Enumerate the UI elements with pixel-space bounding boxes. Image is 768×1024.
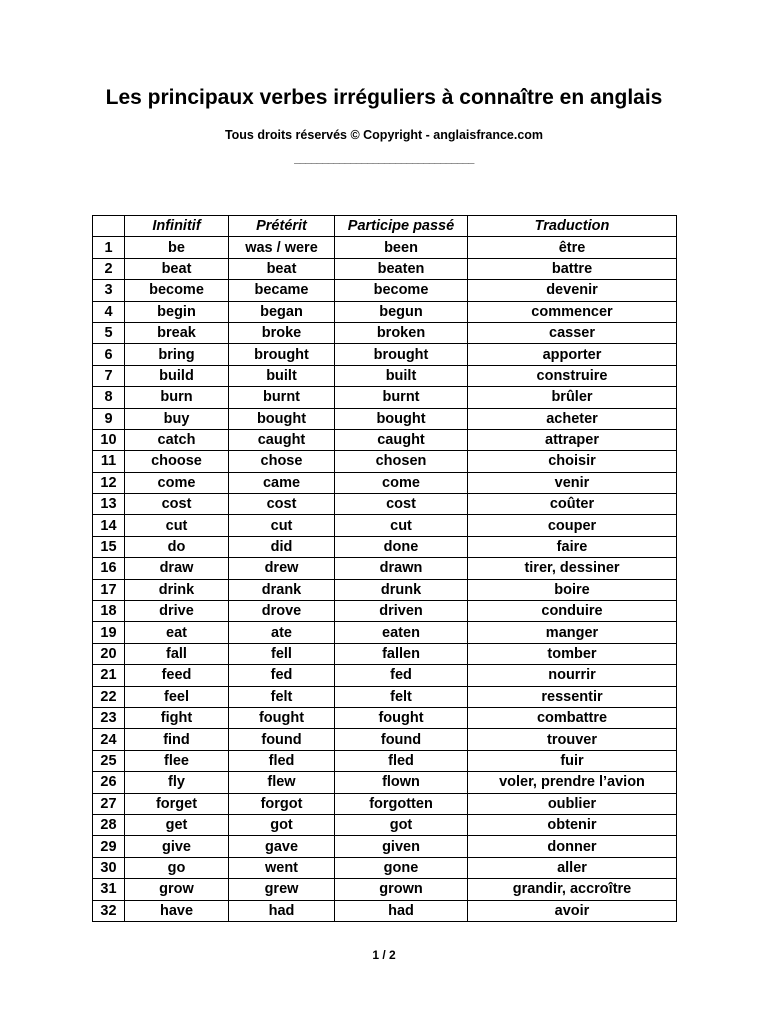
table-row — [93, 857, 677, 878]
table-row — [93, 622, 677, 643]
translation-cell: ressentir — [468, 686, 677, 707]
translation-cell: acheter — [468, 408, 677, 429]
past-participle-cell: given — [335, 836, 468, 857]
past-participle-cell: come — [335, 472, 468, 493]
preterite-cell: built — [229, 365, 335, 386]
row-number: 8 — [93, 387, 125, 408]
preterite-cell: bought — [229, 408, 335, 429]
preterite-cell: brought — [229, 344, 335, 365]
infinitive-cell: eat — [125, 622, 229, 643]
table-row — [93, 729, 677, 750]
past-participle-cell: forgotten — [335, 793, 468, 814]
past-participle-cell: broken — [335, 322, 468, 343]
past-participle-cell: found — [335, 729, 468, 750]
preterite-cell: went — [229, 857, 335, 878]
page-title: Les principaux verbes irréguliers à connaître en anglais — [105, 86, 663, 109]
header-infinitive: Infinitif — [125, 216, 229, 237]
past-participle-cell: cut — [335, 515, 468, 536]
table-row — [93, 515, 677, 536]
past-participle-cell: beaten — [335, 258, 468, 279]
infinitive-cell: draw — [125, 558, 229, 579]
past-participle-cell: bought — [335, 408, 468, 429]
past-participle-cell: fled — [335, 750, 468, 771]
table-row — [93, 900, 677, 921]
table-row — [93, 836, 677, 857]
row-number: 18 — [93, 601, 125, 622]
row-number: 3 — [93, 280, 125, 301]
translation-cell: attraper — [468, 429, 677, 450]
infinitive-cell: fly — [125, 772, 229, 793]
preterite-cell: had — [229, 900, 335, 921]
table-row — [93, 793, 677, 814]
row-number: 4 — [93, 301, 125, 322]
irregular-verbs-table — [92, 215, 677, 922]
preterite-cell: chose — [229, 451, 335, 472]
past-participle-cell: flown — [335, 772, 468, 793]
past-participle-cell: burnt — [335, 387, 468, 408]
infinitive-cell: have — [125, 900, 229, 921]
infinitive-cell: do — [125, 536, 229, 557]
past-participle-cell: chosen — [335, 451, 468, 472]
infinitive-cell: break — [125, 322, 229, 343]
row-number: 11 — [93, 451, 125, 472]
table-row — [93, 280, 677, 301]
past-participle-cell: drawn — [335, 558, 468, 579]
table-row — [93, 643, 677, 664]
preterite-cell: drank — [229, 579, 335, 600]
table-row — [93, 258, 677, 279]
translation-cell: couper — [468, 515, 677, 536]
table-row — [93, 301, 677, 322]
translation-cell: boire — [468, 579, 677, 600]
row-number: 6 — [93, 344, 125, 365]
infinitive-cell: buy — [125, 408, 229, 429]
infinitive-cell: catch — [125, 429, 229, 450]
past-participle-cell: grown — [335, 879, 468, 900]
translation-cell: tirer, dessiner — [468, 558, 677, 579]
translation-cell: conduire — [468, 601, 677, 622]
row-number: 24 — [93, 729, 125, 750]
infinitive-cell: feed — [125, 665, 229, 686]
infinitive-cell: build — [125, 365, 229, 386]
header-number — [93, 216, 125, 237]
table-row — [93, 665, 677, 686]
row-number: 10 — [93, 429, 125, 450]
preterite-cell: fled — [229, 750, 335, 771]
past-participle-cell: had — [335, 900, 468, 921]
row-number: 14 — [93, 515, 125, 536]
header-preterite: Prétérit — [229, 216, 335, 237]
infinitive-cell: become — [125, 280, 229, 301]
past-participle-cell: fed — [335, 665, 468, 686]
row-number: 21 — [93, 665, 125, 686]
row-number: 1 — [93, 237, 125, 258]
infinitive-cell: burn — [125, 387, 229, 408]
preterite-cell: did — [229, 536, 335, 557]
row-number: 16 — [93, 558, 125, 579]
row-number: 12 — [93, 472, 125, 493]
table-row — [93, 707, 677, 728]
table-row — [93, 472, 677, 493]
page-number: 1 / 2 — [372, 948, 396, 962]
infinitive-cell: drive — [125, 601, 229, 622]
preterite-cell: was / were — [229, 237, 335, 258]
preterite-cell: flew — [229, 772, 335, 793]
translation-cell: brûler — [468, 387, 677, 408]
infinitive-cell: feel — [125, 686, 229, 707]
infinitive-cell: cost — [125, 494, 229, 515]
infinitive-cell: find — [125, 729, 229, 750]
translation-cell: combattre — [468, 707, 677, 728]
preterite-cell: became — [229, 280, 335, 301]
preterite-cell: began — [229, 301, 335, 322]
header-translation: Traduction — [468, 216, 677, 237]
preterite-cell: came — [229, 472, 335, 493]
table-row — [93, 750, 677, 771]
infinitive-cell: choose — [125, 451, 229, 472]
table-row — [93, 429, 677, 450]
preterite-cell: gave — [229, 836, 335, 857]
infinitive-cell: fall — [125, 643, 229, 664]
past-participle-cell: gone — [335, 857, 468, 878]
past-participle-cell: caught — [335, 429, 468, 450]
table-row — [93, 451, 677, 472]
translation-cell: battre — [468, 258, 677, 279]
table-row — [93, 494, 677, 515]
past-participle-cell: cost — [335, 494, 468, 515]
row-number: 22 — [93, 686, 125, 707]
translation-cell: être — [468, 237, 677, 258]
row-number: 23 — [93, 707, 125, 728]
translation-cell: choisir — [468, 451, 677, 472]
divider-line: ________________________________ — [294, 153, 474, 165]
row-number: 17 — [93, 579, 125, 600]
translation-cell: aller — [468, 857, 677, 878]
translation-cell: fuir — [468, 750, 677, 771]
preterite-cell: found — [229, 729, 335, 750]
infinitive-cell: bring — [125, 344, 229, 365]
infinitive-cell: cut — [125, 515, 229, 536]
translation-cell: devenir — [468, 280, 677, 301]
preterite-cell: cut — [229, 515, 335, 536]
row-number: 19 — [93, 622, 125, 643]
infinitive-cell: fight — [125, 707, 229, 728]
infinitive-cell: drink — [125, 579, 229, 600]
row-number: 9 — [93, 408, 125, 429]
row-number: 27 — [93, 793, 125, 814]
row-number: 30 — [93, 857, 125, 878]
translation-cell: nourrir — [468, 665, 677, 686]
row-number: 13 — [93, 494, 125, 515]
preterite-cell: broke — [229, 322, 335, 343]
infinitive-cell: give — [125, 836, 229, 857]
past-participle-cell: drunk — [335, 579, 468, 600]
translation-cell: donner — [468, 836, 677, 857]
past-participle-cell: got — [335, 814, 468, 835]
table-row — [93, 814, 677, 835]
past-participle-cell: eaten — [335, 622, 468, 643]
past-participle-cell: fallen — [335, 643, 468, 664]
copyright-notice: Tous droits réservés © Copyright - anglaisfrance.com — [224, 128, 544, 142]
table-row — [93, 237, 677, 258]
row-number: 25 — [93, 750, 125, 771]
past-participle-cell: felt — [335, 686, 468, 707]
translation-cell: trouver — [468, 729, 677, 750]
translation-cell: obtenir — [468, 814, 677, 835]
preterite-cell: fought — [229, 707, 335, 728]
translation-cell: grandir, accroître — [468, 879, 677, 900]
table-row — [93, 879, 677, 900]
table-row — [93, 558, 677, 579]
translation-cell: tomber — [468, 643, 677, 664]
infinitive-cell: get — [125, 814, 229, 835]
past-participle-cell: driven — [335, 601, 468, 622]
table-header-row — [93, 216, 677, 237]
infinitive-cell: go — [125, 857, 229, 878]
preterite-cell: fell — [229, 643, 335, 664]
translation-cell: commencer — [468, 301, 677, 322]
row-number: 26 — [93, 772, 125, 793]
translation-cell: apporter — [468, 344, 677, 365]
preterite-cell: fed — [229, 665, 335, 686]
infinitive-cell: begin — [125, 301, 229, 322]
table-row — [93, 579, 677, 600]
table-row — [93, 536, 677, 557]
table-row — [93, 686, 677, 707]
infinitive-cell: flee — [125, 750, 229, 771]
preterite-cell: beat — [229, 258, 335, 279]
past-participle-cell: built — [335, 365, 468, 386]
row-number: 32 — [93, 900, 125, 921]
past-participle-cell: done — [335, 536, 468, 557]
preterite-cell: drew — [229, 558, 335, 579]
past-participle-cell: become — [335, 280, 468, 301]
past-participle-cell: begun — [335, 301, 468, 322]
infinitive-cell: be — [125, 237, 229, 258]
past-participle-cell: fought — [335, 707, 468, 728]
table-row — [93, 322, 677, 343]
preterite-cell: drove — [229, 601, 335, 622]
preterite-cell: grew — [229, 879, 335, 900]
translation-cell: avoir — [468, 900, 677, 921]
translation-cell: faire — [468, 536, 677, 557]
table-row — [93, 365, 677, 386]
header-past-participle: Participe passé — [335, 216, 468, 237]
preterite-cell: got — [229, 814, 335, 835]
translation-cell: coûter — [468, 494, 677, 515]
past-participle-cell: been — [335, 237, 468, 258]
table-row — [93, 772, 677, 793]
table-row — [93, 344, 677, 365]
preterite-cell: felt — [229, 686, 335, 707]
row-number: 15 — [93, 536, 125, 557]
row-number: 29 — [93, 836, 125, 857]
preterite-cell: caught — [229, 429, 335, 450]
table-body — [93, 237, 677, 922]
infinitive-cell: come — [125, 472, 229, 493]
table-row — [93, 408, 677, 429]
past-participle-cell: brought — [335, 344, 468, 365]
row-number: 20 — [93, 643, 125, 664]
row-number: 7 — [93, 365, 125, 386]
translation-cell: venir — [468, 472, 677, 493]
translation-cell: voler, prendre l’avion — [468, 772, 677, 793]
row-number: 5 — [93, 322, 125, 343]
row-number: 28 — [93, 814, 125, 835]
preterite-cell: burnt — [229, 387, 335, 408]
preterite-cell: cost — [229, 494, 335, 515]
translation-cell: construire — [468, 365, 677, 386]
infinitive-cell: grow — [125, 879, 229, 900]
infinitive-cell: forget — [125, 793, 229, 814]
preterite-cell: ate — [229, 622, 335, 643]
row-number: 31 — [93, 879, 125, 900]
preterite-cell: forgot — [229, 793, 335, 814]
translation-cell: manger — [468, 622, 677, 643]
table-row — [93, 601, 677, 622]
translation-cell: oublier — [468, 793, 677, 814]
table-row — [93, 387, 677, 408]
infinitive-cell: beat — [125, 258, 229, 279]
translation-cell: casser — [468, 322, 677, 343]
row-number: 2 — [93, 258, 125, 279]
